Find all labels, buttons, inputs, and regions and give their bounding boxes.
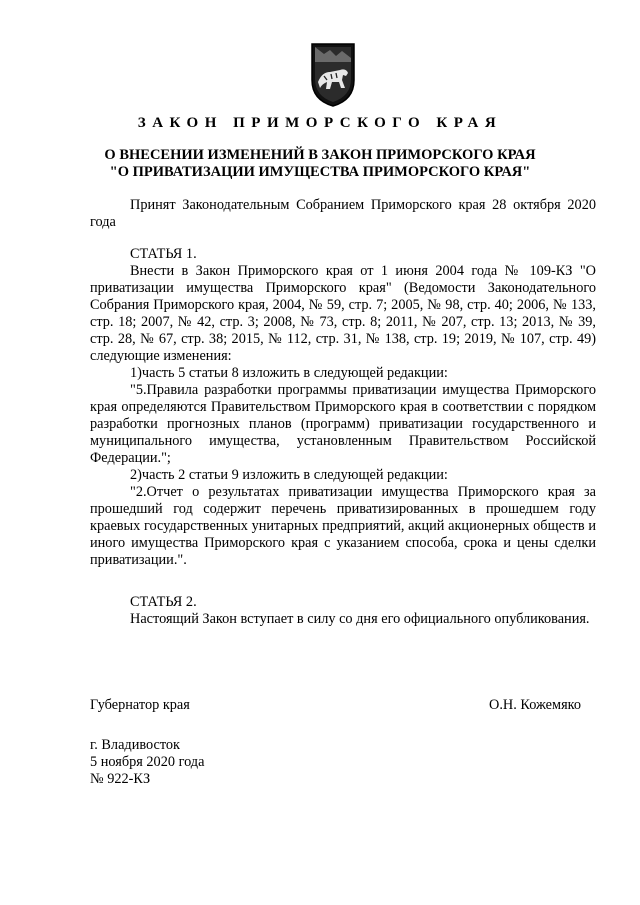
article-1-item-2-text: "2.Отчет о результатах приватизации имущества Приморского края за прошедший год содержит перечень приватизированных в прошедшем году краевых государственных унитарных предприятий, акций акционерных обществ и иного имущества Приморского края с указанием способа, срока и цены сделки приватизации.". — [90, 484, 596, 568]
article-1 — [90, 246, 596, 569]
article-2-heading: СТАТЬЯ 2. — [130, 594, 197, 610]
adoption-note — [90, 197, 596, 231]
law-subtitle-line1: О ВНЕСЕНИИ ИЗМЕНЕНИЙ В ЗАКОН ПРИМОРСКОГО КРАЯ — [104, 147, 536, 163]
law-subtitle-line2: "О ПРИВАТИЗАЦИИ ИМУЩЕСТВА ПРИМОРСКОГО КРАЯ" — [109, 164, 531, 180]
law-number: № 922-КЗ — [90, 771, 151, 787]
article-1-item-1: 1)часть 5 статьи 8 изложить в следующей редакции: — [130, 365, 448, 381]
place-date-block — [90, 737, 204, 788]
coat-of-arms-icon — [310, 42, 356, 108]
signatory-position: Губернатор края — [90, 697, 190, 713]
article-2-text: Настоящий Закон вступает в силу со дня его официального опубликования. — [130, 611, 590, 627]
law-title: ЗАКОН ПРИМОРСКОГО КРАЯ — [137, 115, 503, 131]
city: г. Владивосток — [90, 737, 180, 753]
article-1-item-1-text: "5.Правила разработки программы приватизации имущества Приморского края определяются Правительством Приморского края в соответствии с порядком разработки прогнозных планов (программ) приватизации государственного и муниципального имущества, установленным Правительством Российской Федерации."; — [90, 382, 596, 466]
signatory-name: О.Н. Кожемяко — [489, 697, 582, 713]
article-2 — [90, 594, 596, 628]
article-1-heading: СТАТЬЯ 1. — [130, 246, 197, 262]
date: 5 ноября 2020 года — [90, 754, 205, 770]
article-1-item-2: 2)часть 2 статьи 9 изложить в следующей редакции: — [130, 467, 448, 483]
article-1-intro: Внести в Закон Приморского края от 1 июня 2004 года № 109-КЗ "О приватизации имущества Приморского края" (Ведомости Законодательного Собрания Приморского края, 2004, № 59, стр. 7; 2005, № 98, стр. 40; 2006, № 133, стр. 18; 2007, № 42, стр. 3; 2008, № 73, стр. 8; 2011, № 207, стр. 13; 2013, № 39, стр. 28, № 67, стр. 38; 2015, № 112, стр. 31, № 138, стр. 19; 2019, № 107, стр. 49) следующие изменения: — [90, 263, 596, 364]
adoption-text: Принят Законодательным Собранием Приморского края 28 октября 2020 года — [90, 197, 596, 230]
